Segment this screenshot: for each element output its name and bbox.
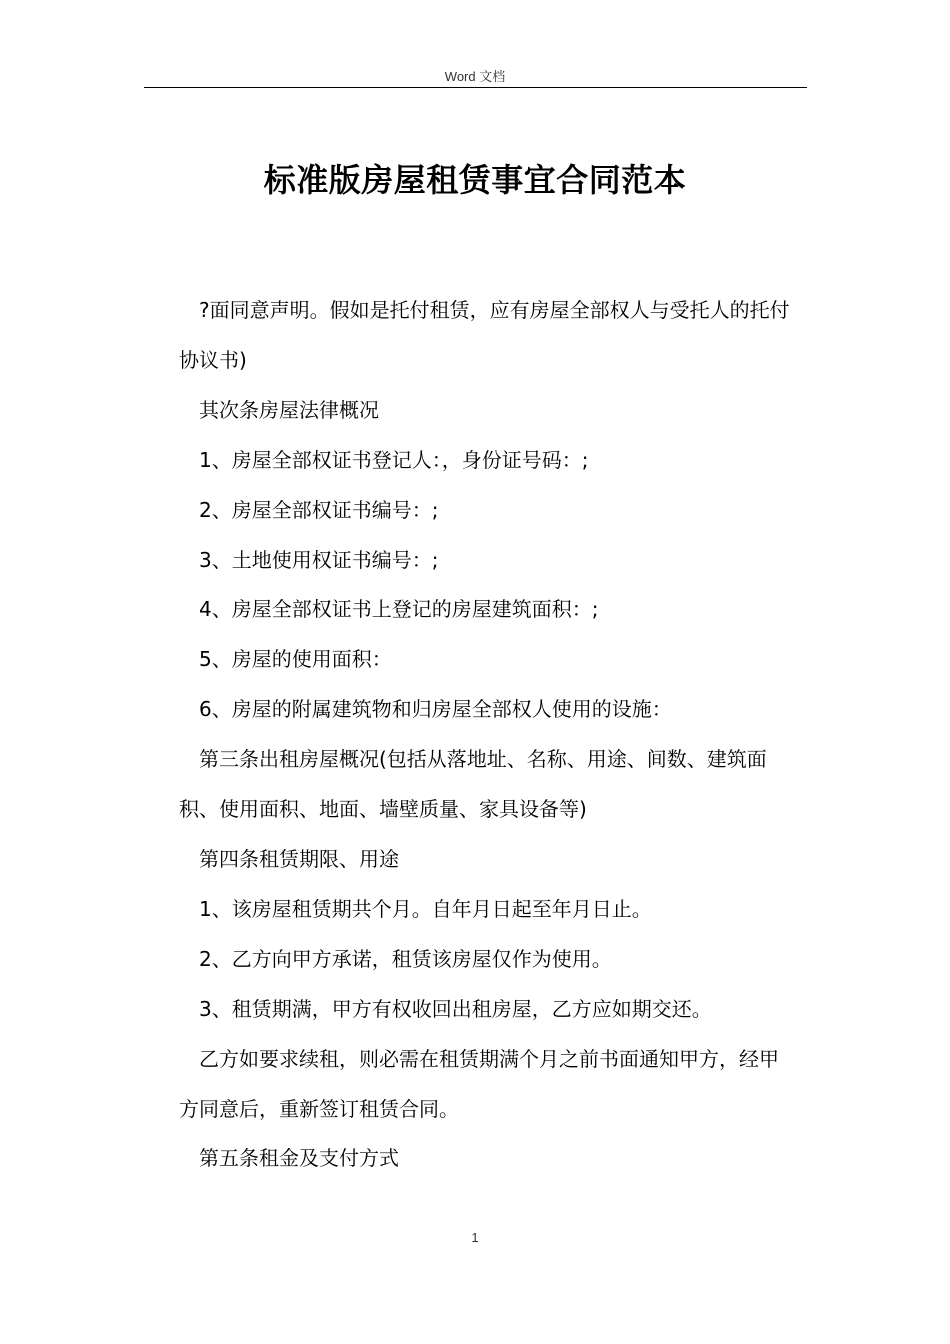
document-title: 标准版房屋租赁事宜合同范本 xyxy=(263,161,687,199)
paragraph: ?面同意声明。假如是托付租赁，应有房屋全部权人与受托人的托付协议书) xyxy=(179,298,790,372)
paragraph: 2、乙方向甲方承诺，租赁该房屋仅作为使用。 xyxy=(199,946,612,971)
paragraph: 5、房屋的使用面积： xyxy=(199,647,392,672)
paragraph: 2、房屋全部权证书编号：; xyxy=(199,497,439,522)
paragraph: 乙方如要求续租，则必需在租赁期满个月之前书面通知甲方，经甲方同意后，重新签订租赁合同。 xyxy=(179,1046,779,1121)
page-header: Word 文档 xyxy=(444,69,506,84)
paragraph: 第三条出租房屋概况(包括从落地址、名称、用途、间数、建筑面积、使用面积、地面、墙壁质量、家具设备等) xyxy=(179,747,767,822)
document-body xyxy=(179,286,791,1184)
paragraph: 其次条房屋法律概况 xyxy=(199,397,379,422)
header-divider xyxy=(144,87,807,88)
paragraph: 3、土地使用权证书编号：; xyxy=(199,547,439,572)
paragraph: 3、租赁期满，甲方有权收回出租房屋，乙方应如期交还。 xyxy=(199,996,712,1021)
paragraph: 1、该房屋租赁期共个月。自年月日起至年月日止。 xyxy=(199,896,652,921)
paragraph: 第五条租金及支付方式 xyxy=(199,1146,399,1171)
paragraph: 第四条租赁期限、用途 xyxy=(199,846,399,871)
paragraph: 6、房屋的附属建筑物和归房屋全部权人使用的设施： xyxy=(199,697,672,722)
paragraph: 4、房屋全部权证书上登记的房屋建筑面积：; xyxy=(199,597,599,622)
paragraph: 1、房屋全部权证书登记人：，身份证号码：; xyxy=(199,447,589,472)
page-number: 1 xyxy=(471,1230,479,1245)
